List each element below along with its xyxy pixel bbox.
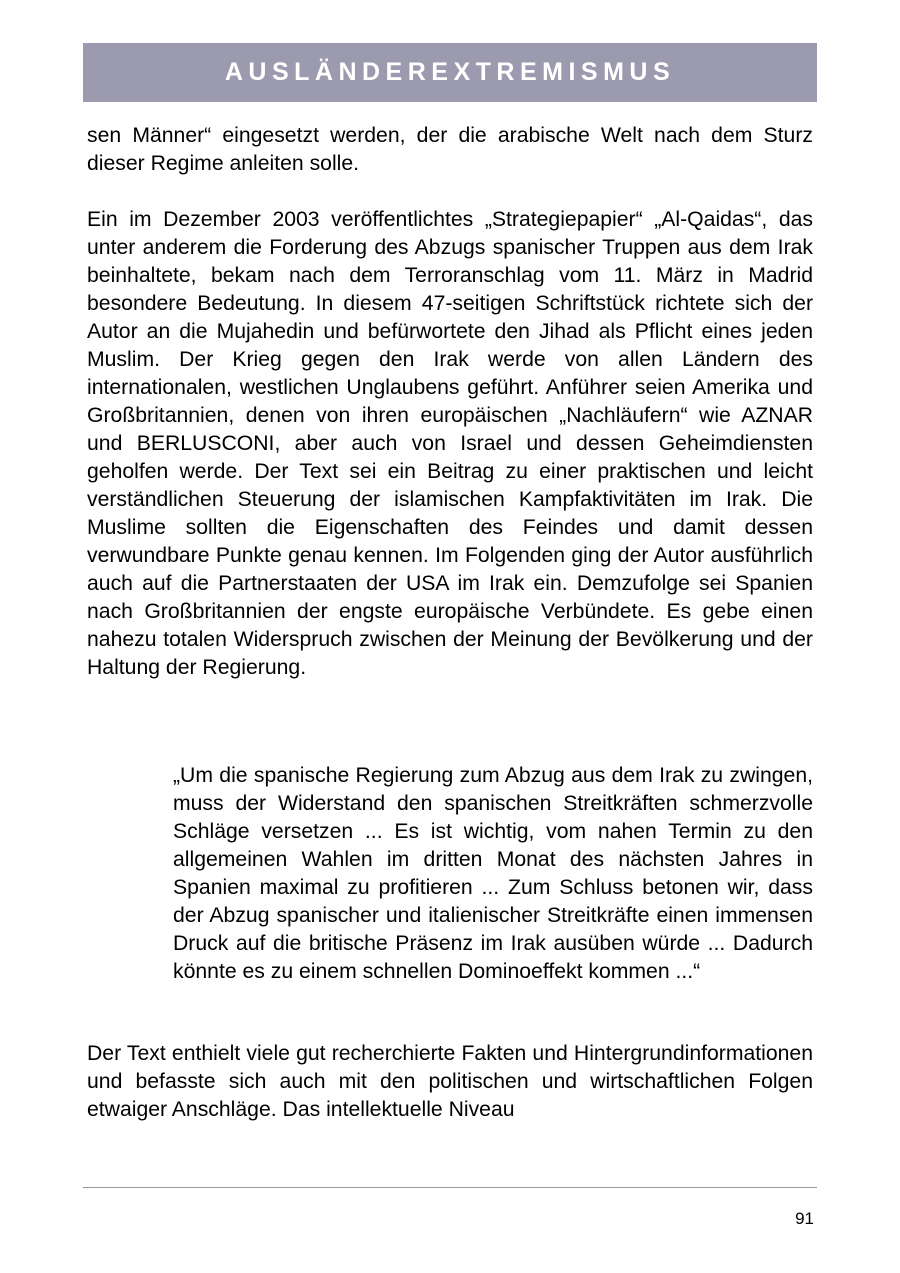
paragraph-strategy-paper: Ein im Dezember 2003 veröffentlichtes „Strategiepapier“ „Al-Qaidas“, das unter anderem die Forderung des Abzugs spanischer Truppen aus dem Irak beinhaltete, bekam nach dem Terroranschlag vom 11. März in Madrid besondere Bedeutung. In diesem 47-seitigen Schriftstück richtete sich der Autor an die Mujahedin und befürwortete den Jihad als Pflicht eines jeden Muslim. Der Krieg gegen den Irak werde von allen Ländern des internationalen, westlichen Unglaubens geführt. Anführer seien Amerika und Großbritannien, denen von ihren europäischen „Nachläufern“ wie AZNAR und BERLUSCONI, aber auch von Israel und dessen Geheimdiensten geholfen werde. Der Text sei ein Beitrag zu einer praktischen und leicht verständlichen Steuerung der islamischen Kampfaktivitäten im Irak. Die Muslime sollten die Eigenschaften des Feindes und damit dessen verwundbare Punkte genau kennen. Im Folgenden ging der Autor ausführlich auch auf die Partnerstaaten der USA im Irak ein. Demzufolge sei Spanien nach Großbritannien der engste europäische Verbündete. Es gebe einen nahezu totalen Widerspruch zwischen der Meinung der Bevölkerung und der Haltung der Regierung.	[87, 208, 813, 679]
running-header	[83, 43, 817, 102]
header-title: AUSLÄNDEREXTREMISMUS	[224, 58, 676, 86]
block-quote: „Um die spanische Regierung zum Abzug aus dem Irak zu zwingen, muss der Widerstand den spanischen Streitkräften schmerzvolle Schläge versetzen ... Es ist wichtig, vom nahen Termin zu den allgemeinen Wahlen im dritten Monat des nächsten Jahres in Spanien maximal zu profitieren ... Zum Schluss betonen wir, dass der Abzug spanischer und italienischer Streitkräfte einen immensen Druck auf die britische Präsenz im Irak ausüben würde ... Dadurch könnte es zu einem schnellen Dominoeffekt kommen ...“	[173, 764, 813, 983]
paragraph-analysis: Der Text enthielt viele gut recherchierte Fakten und Hintergrundinformationen und befasste sich auch mit den politischen und wirtschaftlichen Folgen etwaiger Anschläge. Das intellektuelle Niveau	[87, 1042, 813, 1121]
page-number: 91	[795, 1209, 814, 1228]
paragraph-continuation: sen Männer“ eingesetzt werden, der die arabische Welt nach dem Sturz dieser Regime anleiten solle.	[87, 124, 813, 175]
footer-divider	[83, 1187, 817, 1188]
